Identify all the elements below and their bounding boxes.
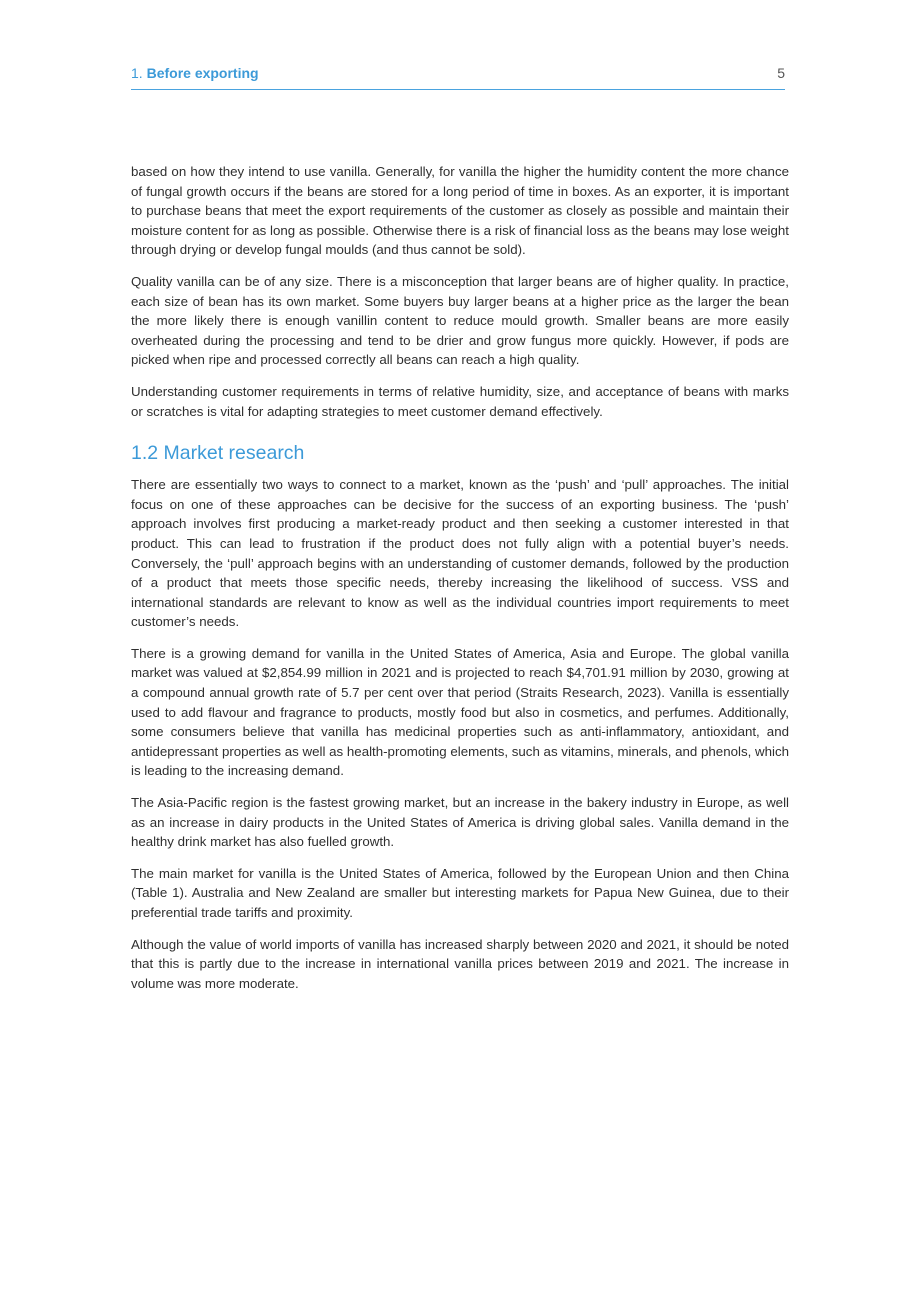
page-header xyxy=(131,63,785,90)
paragraph: Quality vanilla can be of any size. There is a misconception that larger beans are of higher quality. In practice, each size of bean has its own market. Some buyers buy larger beans at a higher price as the larger the bean the more likely there is enough vanillin content to reduce mould growth. Smaller beans are more easily overheated during the processing and tend to be drier and grow fungus more quickly. However, if pods are picked when ripe and processed correctly all beans can reach a high quality. xyxy=(131,273,789,368)
paragraph: based on how they intend to use vanilla. Generally, for vanilla the higher the humidity content the more chance of fungal growth occurs if the beans are stored for a long period of time in boxes. As an exporter, it is important to purchase beans that meet the export requirements of the customer as closely as possible and maintain their moisture content for as long as possible. Otherwise there is a risk of financial loss as the beans may lose weight through drying or develop fungal moulds (and thus cannot be sold). xyxy=(131,164,789,258)
paragraph: Understanding customer requirements in terms of relative humidity, size, and acceptance of beans with marks or scratches is vital for adapting strategies to meet customer demand effectively. xyxy=(131,383,789,419)
paragraph: There is a growing demand for vanilla in the United States of America, Asia and Europe. The global vanilla market was valued at $2,854.99 million in 2021 and is projected to reach $4,701.91 million by 2030, growing at a compound annual growth rate of 5.7 per cent over that period (Straits Research, 2023). Vanilla is essentially used to add flavour and fragrance to products, mostly food but also in cosmetics, and perfumes. Additionally, some consumers believe that vanilla has medicinal properties such as anti-inflammatory, antioxidant, and antidepressant properties as well as health-promoting elements, such as vitamins, minerals, and phenols, which is leading to the increasing demand. xyxy=(131,645,789,779)
chapter-title: Before exporting xyxy=(146,65,259,81)
paragraph: The Asia-Pacific region is the fastest growing market, but an increase in the bakery industry in Europe, as well as an increase in dairy products in the United States of America is driving global sales. Vanilla demand in the healthy drink market has also fuelled growth. xyxy=(131,795,789,850)
section-heading: 1.2 Market research xyxy=(131,442,305,465)
paragraph: There are essentially two ways to connect to a market, known as the ‘push’ and ‘pull’ approaches. The initial focus on one of these approaches can be decisive for the success of an exporting business. The ‘push’ approach involves first producing a market-ready product and then seeking a customer interested in that product. This can lead to frustration if the product does not fully align with a potential buyer’s needs. Conversely, the ‘pull’ approach begins with an understanding of customer demands, followed by the production of a product that meets those specific needs, thereby increasing the likelihood of success. VSS and international standards are relevant to know as well as the individual countries import requirements to meet customer’s needs. xyxy=(131,477,789,630)
page-content xyxy=(131,162,789,1005)
chapter-number: 1. xyxy=(131,65,143,81)
paragraph: The main market for vanilla is the United States of America, followed by the European Union and then China (Table 1). Australia and New Zealand are smaller but interesting markets for Papua New Guinea, due to their preferential trade tariffs and proximity. xyxy=(131,865,789,920)
paragraph: Although the value of world imports of vanilla has increased sharply between 2020 and 2021, it should be noted that this is partly due to the increase in international vanilla prices between 2019 and 2021. The increase in volume was more moderate. xyxy=(131,936,789,991)
chapter-label xyxy=(131,65,259,81)
page-number: 5 xyxy=(777,65,785,81)
